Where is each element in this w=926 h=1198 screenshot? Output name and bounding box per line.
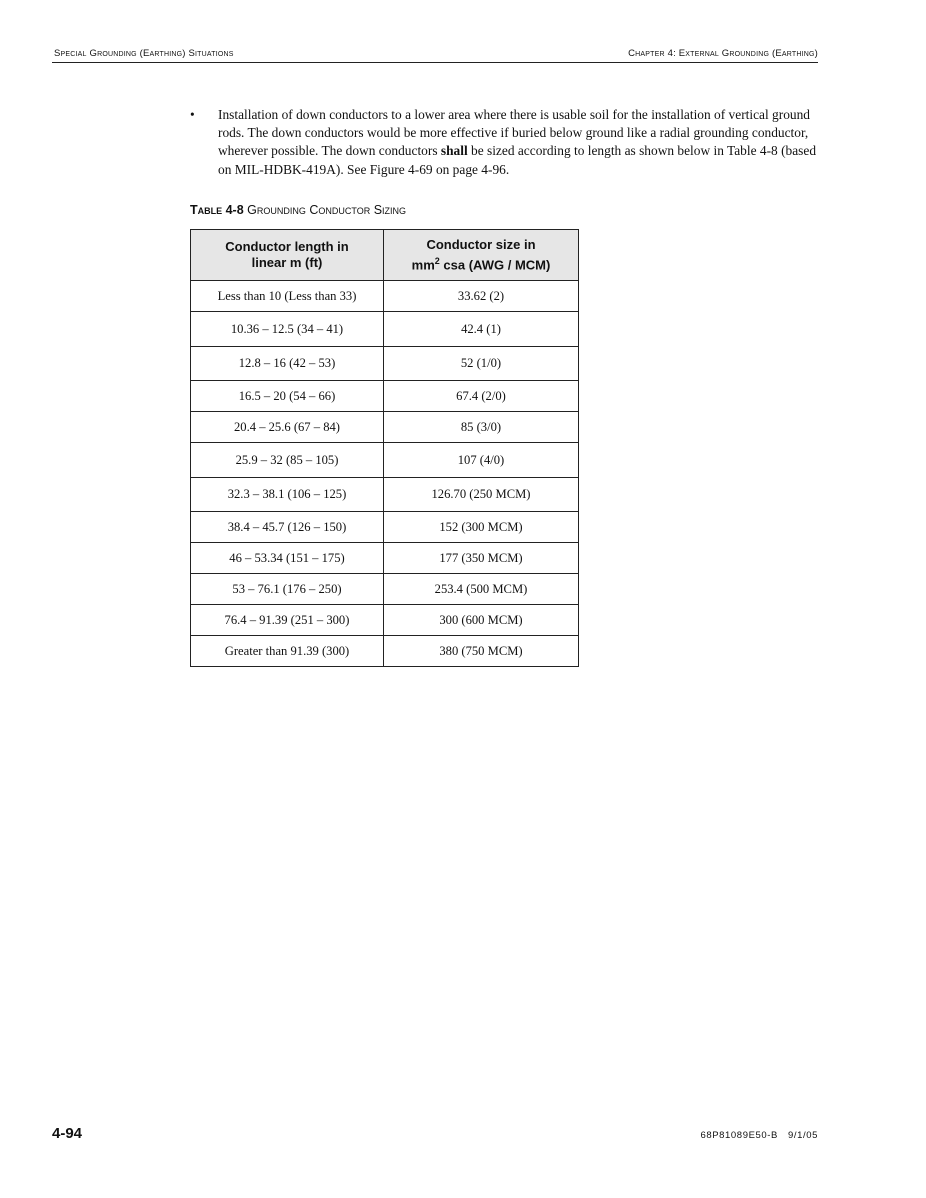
header-size-rest: csa (AWG / MCM) — [439, 257, 551, 273]
bullet-text — [218, 106, 820, 179]
table-row — [191, 605, 579, 636]
bullet-symbol: • — [190, 107, 195, 122]
cell-size: 33.62 (2) — [384, 281, 579, 312]
cell-length: 76.4 – 91.39 (251 – 300) — [191, 605, 384, 636]
table-row — [191, 443, 579, 478]
table-row — [191, 347, 579, 381]
doc-number: 68P81089E50-B — [700, 1130, 778, 1141]
cell-length: 10.36 – 12.5 (34 – 41) — [191, 312, 384, 347]
cell-length: 38.4 – 45.7 (126 – 150) — [191, 512, 384, 543]
bullet-paragraph — [190, 106, 820, 179]
running-header — [52, 48, 818, 63]
page-number: 4-94 — [52, 1125, 83, 1142]
table-row — [191, 381, 579, 412]
cell-length: 32.3 – 38.1 (106 – 125) — [191, 478, 384, 512]
cell-size: 253.4 (500 MCM) — [384, 574, 579, 605]
bullet-text-start: Installation of down conductors to a lower area where there is usable soil for the installation of vertical ground rods. The down conductors would be more effective if buried below ground like a radial grounding conductor, wherever possible. The down conductors — [218, 107, 810, 159]
table-row — [191, 543, 579, 574]
cell-size: 300 (600 MCM) — [384, 605, 579, 636]
cell-length: 12.8 – 16 (42 – 53) — [191, 347, 384, 381]
header-conductor-size — [384, 230, 579, 281]
table-row — [191, 636, 579, 667]
cell-size: 177 (350 MCM) — [384, 543, 579, 574]
cell-length: 53 – 76.1 (176 – 250) — [191, 574, 384, 605]
cell-length: 16.5 – 20 (54 – 66) — [191, 381, 384, 412]
cell-length: 25.9 – 32 (85 – 105) — [191, 443, 384, 478]
table-row — [191, 512, 579, 543]
table-header-row — [191, 230, 579, 281]
header-conductor-length — [191, 230, 384, 281]
doc-date: 9/1/05 — [787, 1130, 818, 1141]
bullet-text-end: be sized according to length as shown below in Table 4-8 (based on MIL-HDBK-419A). See Figure 4-69 on page 4-96. — [218, 143, 817, 177]
cell-size: 85 (3/0) — [384, 412, 579, 443]
header-length-line1: Conductor length in — [225, 239, 349, 254]
bullet-text-bold: shall — [440, 143, 468, 159]
table-row — [191, 478, 579, 512]
cell-size: 107 (4/0) — [384, 443, 579, 478]
table-row — [191, 312, 579, 347]
header-size-sup: 2 — [434, 255, 440, 266]
cell-size: 380 (750 MCM) — [384, 636, 579, 667]
table-row — [191, 574, 579, 605]
cell-length: 20.4 – 25.6 (67 – 84) — [191, 412, 384, 443]
header-chapter-title: Chapter 4: External Grounding (Earthing) — [628, 48, 818, 59]
table-row — [191, 281, 579, 312]
cell-length: Greater than 91.39 (300) — [191, 636, 384, 667]
table-row — [191, 412, 579, 443]
table-caption — [190, 203, 406, 217]
cell-size: 126.70 (250 MCM) — [384, 478, 579, 512]
footer-doc-info — [700, 1130, 818, 1141]
cell-size: 152 (300 MCM) — [384, 512, 579, 543]
cell-size: 42.4 (1) — [384, 312, 579, 347]
table-caption-label: Table 4-8 — [190, 203, 244, 217]
cell-size: 67.4 (2/0) — [384, 381, 579, 412]
header-section-title: Special Grounding (Earthing) Situations — [54, 48, 234, 59]
header-length-line2: linear m (ft) — [251, 255, 323, 270]
conductor-sizing-table — [190, 229, 579, 667]
header-size-unit: mm — [411, 257, 435, 273]
table-caption-title: Grounding Conductor Sizing — [247, 203, 407, 217]
cell-length: Less than 10 (Less than 33) — [191, 281, 384, 312]
header-size-line1: Conductor size in — [426, 236, 536, 252]
cell-size: 52 (1/0) — [384, 347, 579, 381]
cell-length: 46 – 53.34 (151 – 175) — [191, 543, 384, 574]
